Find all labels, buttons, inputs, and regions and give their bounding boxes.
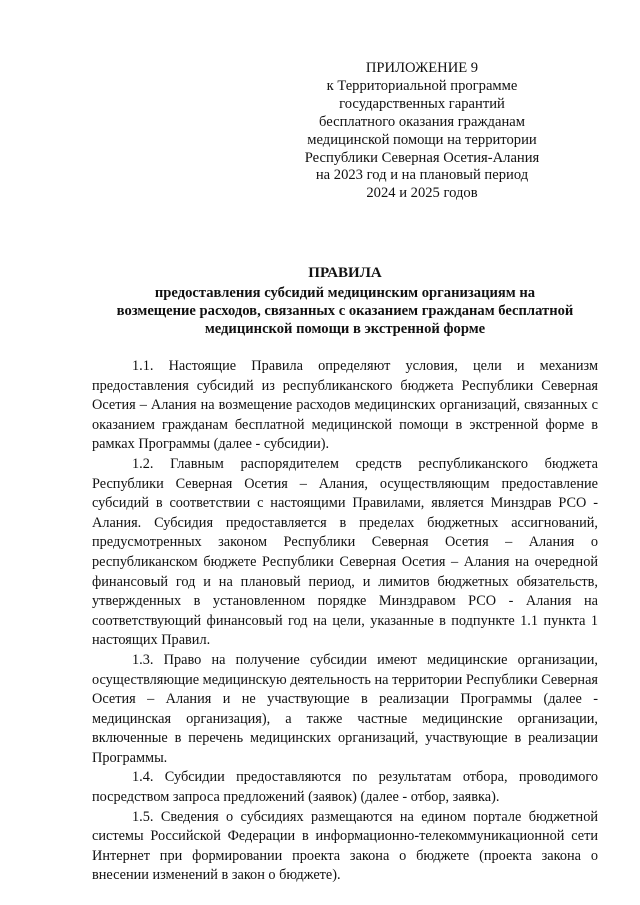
appendix-line: Республики Северная Осетия-Алания — [304, 149, 540, 166]
appendix-line: ПРИЛОЖЕНИЕ 9 — [365, 60, 479, 76]
appendix-line: медицинской помощи на территории — [307, 131, 537, 148]
paragraph-1-2: 1.2. Главным распорядителем средств республиканского бюджета Республики Северная Осетия – Алания, осуществляющим предоставление субсидий в соответствии с настоящими Правилами, является Минздрав РСО - Алания. Субсидия предоставляется в пределах бюджетных ассигнований, предусмотренных законом Республики Северная Осетия – Алания о республиканском бюджете Республики Северная Осетия – Алания на очередной финансовый год и на плановый период, и лимитов бюджетных обязательств, утвержденных в установленном порядке Минздравом РСО - Алания на соответствующий финансовый год на цели, указанные в подпункте 1.1 пункта 1 настоящих Правил. — [92, 455, 598, 649]
document-body — [92, 357, 598, 886]
paragraph-1-1: 1.1. Настоящие Правила определяют условия, цели и механизм предоставления субсидий из республиканского бюджета Республики Северная Осетия – Алания на возмещение расходов медицинских организаций, связанных с оказанием гражданам бесплатной медицинской помощи в экстренной форме в рамках Программы (далее - субсидии). — [92, 358, 598, 453]
document-title: ПРАВИЛА — [308, 265, 382, 281]
document-subtitle — [90, 285, 600, 338]
subtitle-line: предоставления субсидий медицинским организациям на — [154, 285, 536, 301]
appendix-line: государственных гарантий — [339, 95, 505, 112]
appendix-line: к Территориальной программе — [326, 77, 518, 94]
appendix-header — [290, 60, 554, 203]
paragraph-1-5: 1.5. Сведения о субсидиях размещаются на едином портале бюджетной системы Российской Федерации в информационно-телекоммуникационной сети Интернет при формировании проекта закона о бюджете (проекта закона о внесении изменений в закон о бюджете). — [92, 808, 598, 884]
subtitle-line: медицинской помощи в экстренной форме — [204, 320, 486, 337]
paragraph-1-3: 1.3. Право на получение субсидии имеют медицинские организации, осуществляющие медицинскую деятельность на территории Республики Северная Осетия – Алания и не участвующие в реализации Программы (далее - медицинская организация), а также частные медицинские организации, включенные в перечень медицинских организаций, участвующие в реализации Программы. — [92, 651, 598, 766]
appendix-line: бесплатного оказания гражданам — [319, 113, 525, 130]
paragraph-1-4: 1.4. Субсидии предоставляются по результатам отбора, проводимого посредством запроса предложений (заявок) (далее - отбор, заявка). — [92, 769, 598, 806]
appendix-line: 2024 и 2025 годов — [366, 185, 478, 202]
appendix-line: на 2023 год и на плановый период — [315, 167, 529, 184]
subtitle-line: возмещение расходов, связанных с оказанием гражданам бесплатной — [116, 302, 574, 319]
